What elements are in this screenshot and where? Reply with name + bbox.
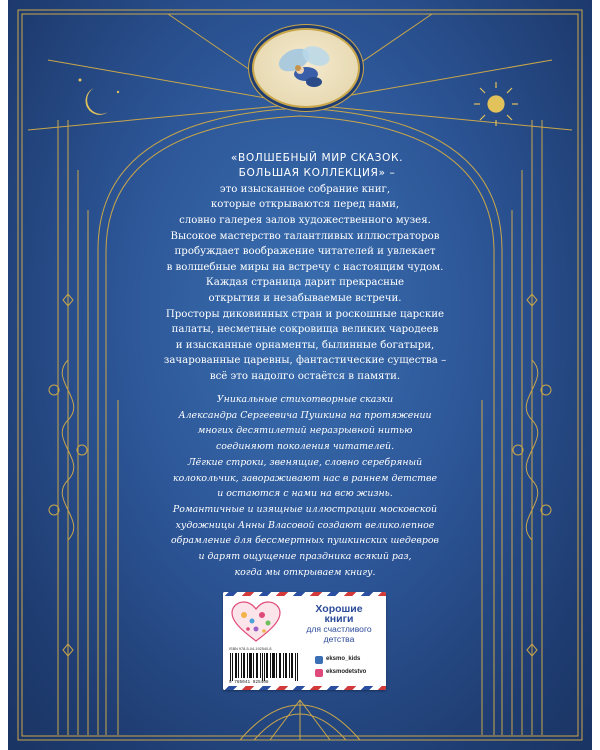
intro-line: зачарованные царевны, фантастические существа – — [163, 355, 447, 367]
fairy-icon — [254, 30, 358, 106]
intro-line: пробуждает воображение читателей и увлекает — [174, 246, 436, 258]
pushkin-line: обрамление для бессмертных пушкинских шедевров — [171, 535, 439, 547]
pushkin-line: и остаются с нами на всю жизнь. — [217, 488, 393, 500]
pushkin-line: многих десятилетий неразрывной нитью — [197, 425, 413, 437]
intro-line: словно галерея залов художественного музея. — [179, 215, 431, 226]
fairy-emblem — [252, 28, 360, 108]
airmail-stripe-top — [223, 592, 386, 596]
book-back-cover — [8, 0, 592, 750]
vk-icon — [315, 656, 323, 664]
social-vk-handle: eksmo_kids — [326, 656, 361, 662]
pushkin-line: Романтичные и изящные иллюстрации московской — [172, 503, 438, 515]
moon-icon — [79, 79, 120, 115]
intro-line: всё это надолго остаётся в памяти. — [209, 370, 401, 382]
pushkin-line: Александра Сергеевича Пушкина на протяжении — [178, 409, 432, 421]
intro-line: это изысканное собрание книг, — [219, 183, 391, 195]
intro-line: открытия и незабываемые встречи. — [208, 292, 402, 304]
social-site-handle: eksmodetstvo — [326, 669, 367, 675]
pushkin-text-block — [138, 392, 472, 580]
intro-line: в волшебные миры на встречу с настоящим чудом. — [166, 261, 444, 273]
pushkin-line: и дарят ощущение праздника всякий раз, — [198, 551, 412, 563]
heart-logo-icon — [230, 601, 282, 643]
pushkin-line: Лёгкие строки, звенящие, словно серебряный — [187, 456, 423, 468]
pushkin-line: соединяют поколения читателей. — [215, 441, 395, 453]
site-icon — [315, 669, 323, 677]
intro-line: Каждая страница дарит прекрасные — [205, 277, 405, 289]
slogan-line-3: для счастливого — [306, 624, 372, 634]
publisher-sticker — [223, 592, 386, 690]
isbn-label: ISBN 978-5-04-192540-8 — [229, 647, 272, 651]
slogan-line-2: книги — [324, 613, 354, 625]
pushkin-line: когда мы открываем книгу. — [234, 566, 376, 578]
publisher-slogan — [297, 604, 381, 644]
intro-text-block — [138, 151, 472, 385]
sun-icon — [474, 82, 518, 126]
pushkin-line: колокольчик, завораживают нас в раннем детстве — [172, 472, 438, 484]
intro-title-line-1: «ВОЛШЕБНЫЙ МИР СКАЗОК. — [230, 152, 404, 164]
pushkin-line: Уникальные стихотворные сказки — [216, 394, 394, 405]
intro-line: палаты, несметные сокровища великих чародеев — [171, 324, 439, 336]
slogan-line-4: детства — [323, 634, 355, 644]
intro-line: Просторы диковинных стран и роскошные царские — [165, 308, 445, 320]
slogan-line-1: Хорошие — [315, 603, 363, 615]
intro-line: которые открываются перед нами, — [210, 199, 400, 211]
ean-number: 9 785041 925408 — [229, 680, 269, 685]
airmail-stripe-bottom — [223, 686, 386, 690]
intro-title-line-2: БОЛЬШАЯ КОЛЛЕКЦИЯ» – — [238, 167, 396, 180]
pushkin-line: художницы Анны Власовой создают великолепное — [175, 519, 435, 531]
intro-line: Высокое мастерство талантливых иллюстраторов — [170, 230, 440, 242]
barcode-icon — [229, 653, 299, 681]
intro-line: и изысканные орнаменты, былинные богатыри, — [175, 339, 435, 351]
